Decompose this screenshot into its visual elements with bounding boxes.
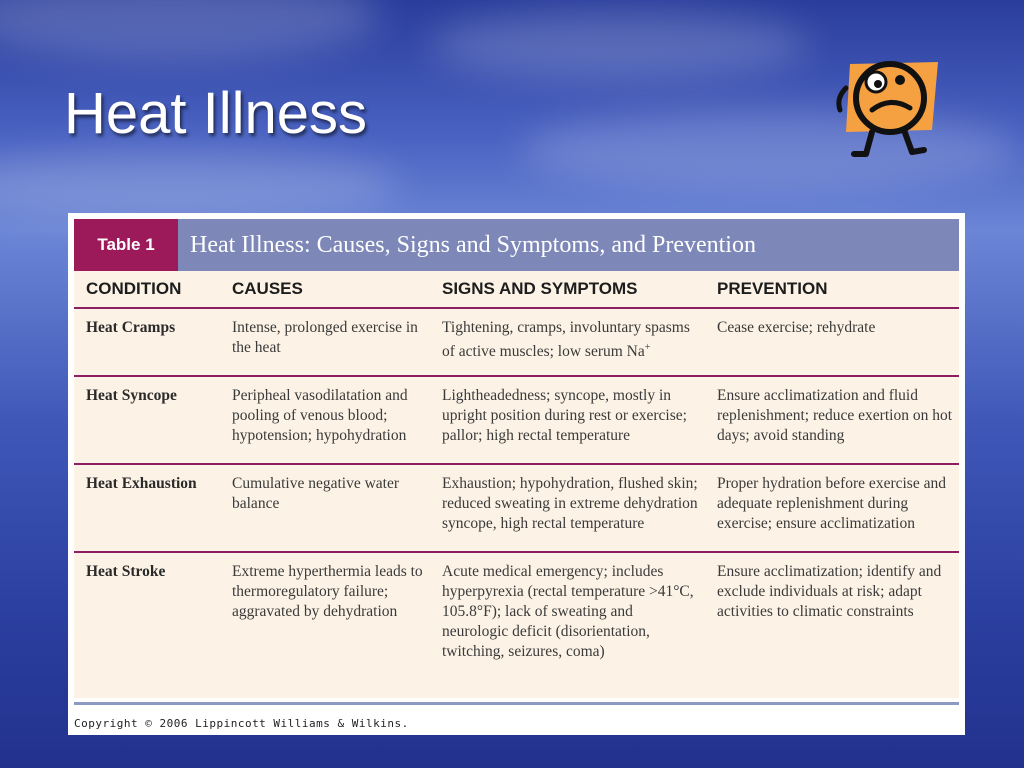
condition-cell: Heat Cramps: [86, 319, 176, 336]
background-cloud: [520, 110, 1020, 190]
column-header-causes: CAUSES: [232, 279, 303, 298]
table-panel: [68, 213, 965, 735]
background-cloud: [0, 150, 400, 220]
table-header: [74, 219, 959, 271]
sodium-superscript: +: [644, 342, 651, 353]
column-header-signs: SIGNS AND SYMPTOMS: [442, 279, 638, 298]
causes-cell: Cumulative negative water balance: [232, 475, 399, 512]
table-body: [74, 271, 959, 698]
prevention-cell: Ensure acclimatization and fluid replenishment; reduce exertion on hot days; avoid standing: [717, 387, 953, 444]
signs-cell: Lightheadedness; syncope, mostly in upright position during rest or exercise; pallor; high rectal temperature: [442, 387, 687, 444]
column-header-condition: CONDITION: [86, 279, 182, 298]
causes-cell: Intense, prolonged exercise in the heat: [232, 319, 418, 356]
condition-cell: Heat Stroke: [86, 563, 166, 580]
column-header-prevention: PREVENTION: [717, 279, 828, 298]
table-column-headers: [74, 271, 959, 309]
table-label: Table 1: [74, 219, 178, 271]
signs-cell: Exhaustion; hypohydration, flushed skin; reduced sweating in extreme dehydration syncope, high rectal temperature: [442, 475, 698, 532]
copyright-notice: Copyright © 2006 Lippincott Williams & Wilkins.: [74, 717, 409, 730]
background-cloud: [0, 0, 380, 60]
causes-cell: Extreme hyperthermia leads to thermoregulatory failure; aggravated by dehydration: [232, 563, 423, 620]
prevention-cell: Ensure acclimatization; identify and exclude individuals at risk; adapt activities to climatic constraints: [717, 563, 942, 620]
prevention-cell: Cease exercise; rehydrate: [717, 319, 876, 336]
table-row: [74, 553, 959, 691]
background-cloud: [430, 10, 810, 80]
condition-cell: Heat Syncope: [86, 387, 177, 404]
signs-cell: Acute medical emergency; includes hyperpyrexia (rectal temperature >41°C, 105.8°F); lack of sweating and neurologic deficit (disorientation, twitching, seizures, coma): [442, 563, 694, 660]
signs-cell: [430, 309, 705, 375]
prevention-cell: Proper hydration before exercise and adequate replenishment during exercise; ensure acclimatization: [717, 475, 946, 532]
signs-text: Tightening, cramps, involuntary spasms of active muscles; low serum Na: [442, 319, 690, 361]
table-row: [74, 465, 959, 553]
condition-cell: Heat Exhaustion: [86, 475, 197, 492]
table-row: [74, 377, 959, 465]
table-caption: Heat Illness: Causes, Signs and Symptoms, and Prevention: [178, 219, 959, 271]
worried-face-icon: [832, 58, 942, 160]
causes-cell: Peripheal vasodilatation and pooling of venous blood; hypotension; hypohydration: [232, 387, 408, 444]
table-row: [74, 309, 959, 377]
slide-title: Heat Illness: [64, 81, 368, 146]
